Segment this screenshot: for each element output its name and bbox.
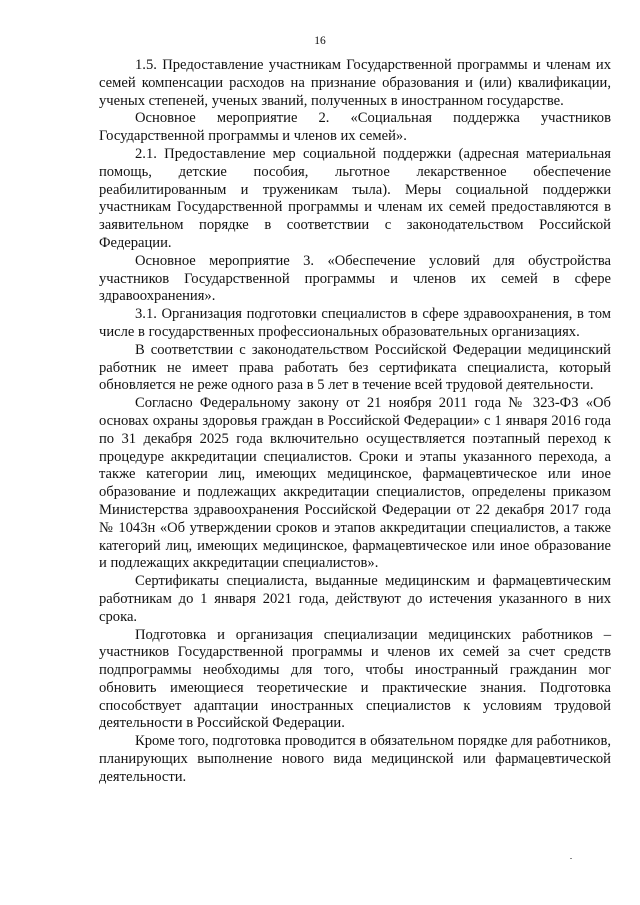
paragraph-specialization: Подготовка и организация специализации медицинских работников – участников Государственной программы и членов их семей за счет средств подпрограммы необходимы для того, чтобы иностранный гражданин мог обновить имеющиеся теоретические и практические знания. Подготовка способствует адаптации иностранных специалистов к условиям трудовой деятельности в Российской Федерации. [99, 626, 611, 732]
scan-mark [570, 858, 572, 859]
paragraph-certificate-requirement: В соответствии с законодательством Российской Федерации медицинский работник не имеет права работать без сертификата специалиста, который обновляется не реже одного раза в 5 лет в течение всей трудовой деятельности. [99, 341, 611, 394]
paragraph-mandatory-training: Кроме того, подготовка проводится в обязательном порядке для работников, планирующих выполнение нового вида медицинской или фармацевтической деятельности. [99, 733, 611, 785]
paragraph-2-1-social-support: 2.1. Предоставление мер социальной поддержки (адресная материальная помощь, детские пособия, льготное лекарственное обеспечение реабилитированным и труженикам тыла). Меры социальной поддержки участникам Государственной программы и членам их семей предоставляются в заявительном порядке в соответствии с законодательством Российской Федерации. [99, 145, 611, 251]
paragraph-certificates-validity: Сертификаты специалиста, выданные медицинским и фармацевтическим работникам до 1 января 2021 года, действуют до истечения указанного в них срока. [99, 573, 611, 625]
paragraph-main-activity-2: Основное мероприятие 2. «Социальная поддержка участников Государственной программы и членов их семей». [99, 110, 611, 145]
paragraph-3-1-training: 3.1. Организация подготовки специалистов в сфере здравоохранения, в том числе в государственных профессиональных образовательных организациях. [99, 306, 611, 340]
paragraph-main-activity-3: Основное мероприятие 3. «Обеспечение условий для обустройства участников Государственной программы и членов их семей в сфере здравоохранения». [99, 252, 611, 305]
document-body [99, 57, 611, 787]
page-number: 16 [314, 35, 326, 47]
paragraph-federal-law-accreditation: Согласно Федеральному закону от 21 ноября 2011 года № 323-ФЗ «Об основах охраны здоровья граждан в Российской Федерации» с 1 января 2016 года по 31 декабря 2025 года включительно осуществляется поэтапный переход к процедуре аккредитации специалистов. Сроки и этапы указанного перехода, а также категории лиц, имеющих медицинское, фармацевтическое или иное образование и подлежащих аккредитации специалистов, определены приказом Министерства здравоохранения Российской Федерации от 22 декабря 2017 года № 1043н «Об утверждении сроков и этапов аккредитации специалистов, а также категорий лиц, имеющих медицинское, фармацевтическое или иное образование и подлежащих аккредитации специалистов». [99, 395, 611, 572]
paragraph-1-5-compensation: 1.5. Предоставление участникам Государственной программы и членам их семей компенсации расходов на признание образования и (или) квалификации, ученых степеней, ученых званий, полученных в иностранном государстве. [99, 57, 611, 109]
